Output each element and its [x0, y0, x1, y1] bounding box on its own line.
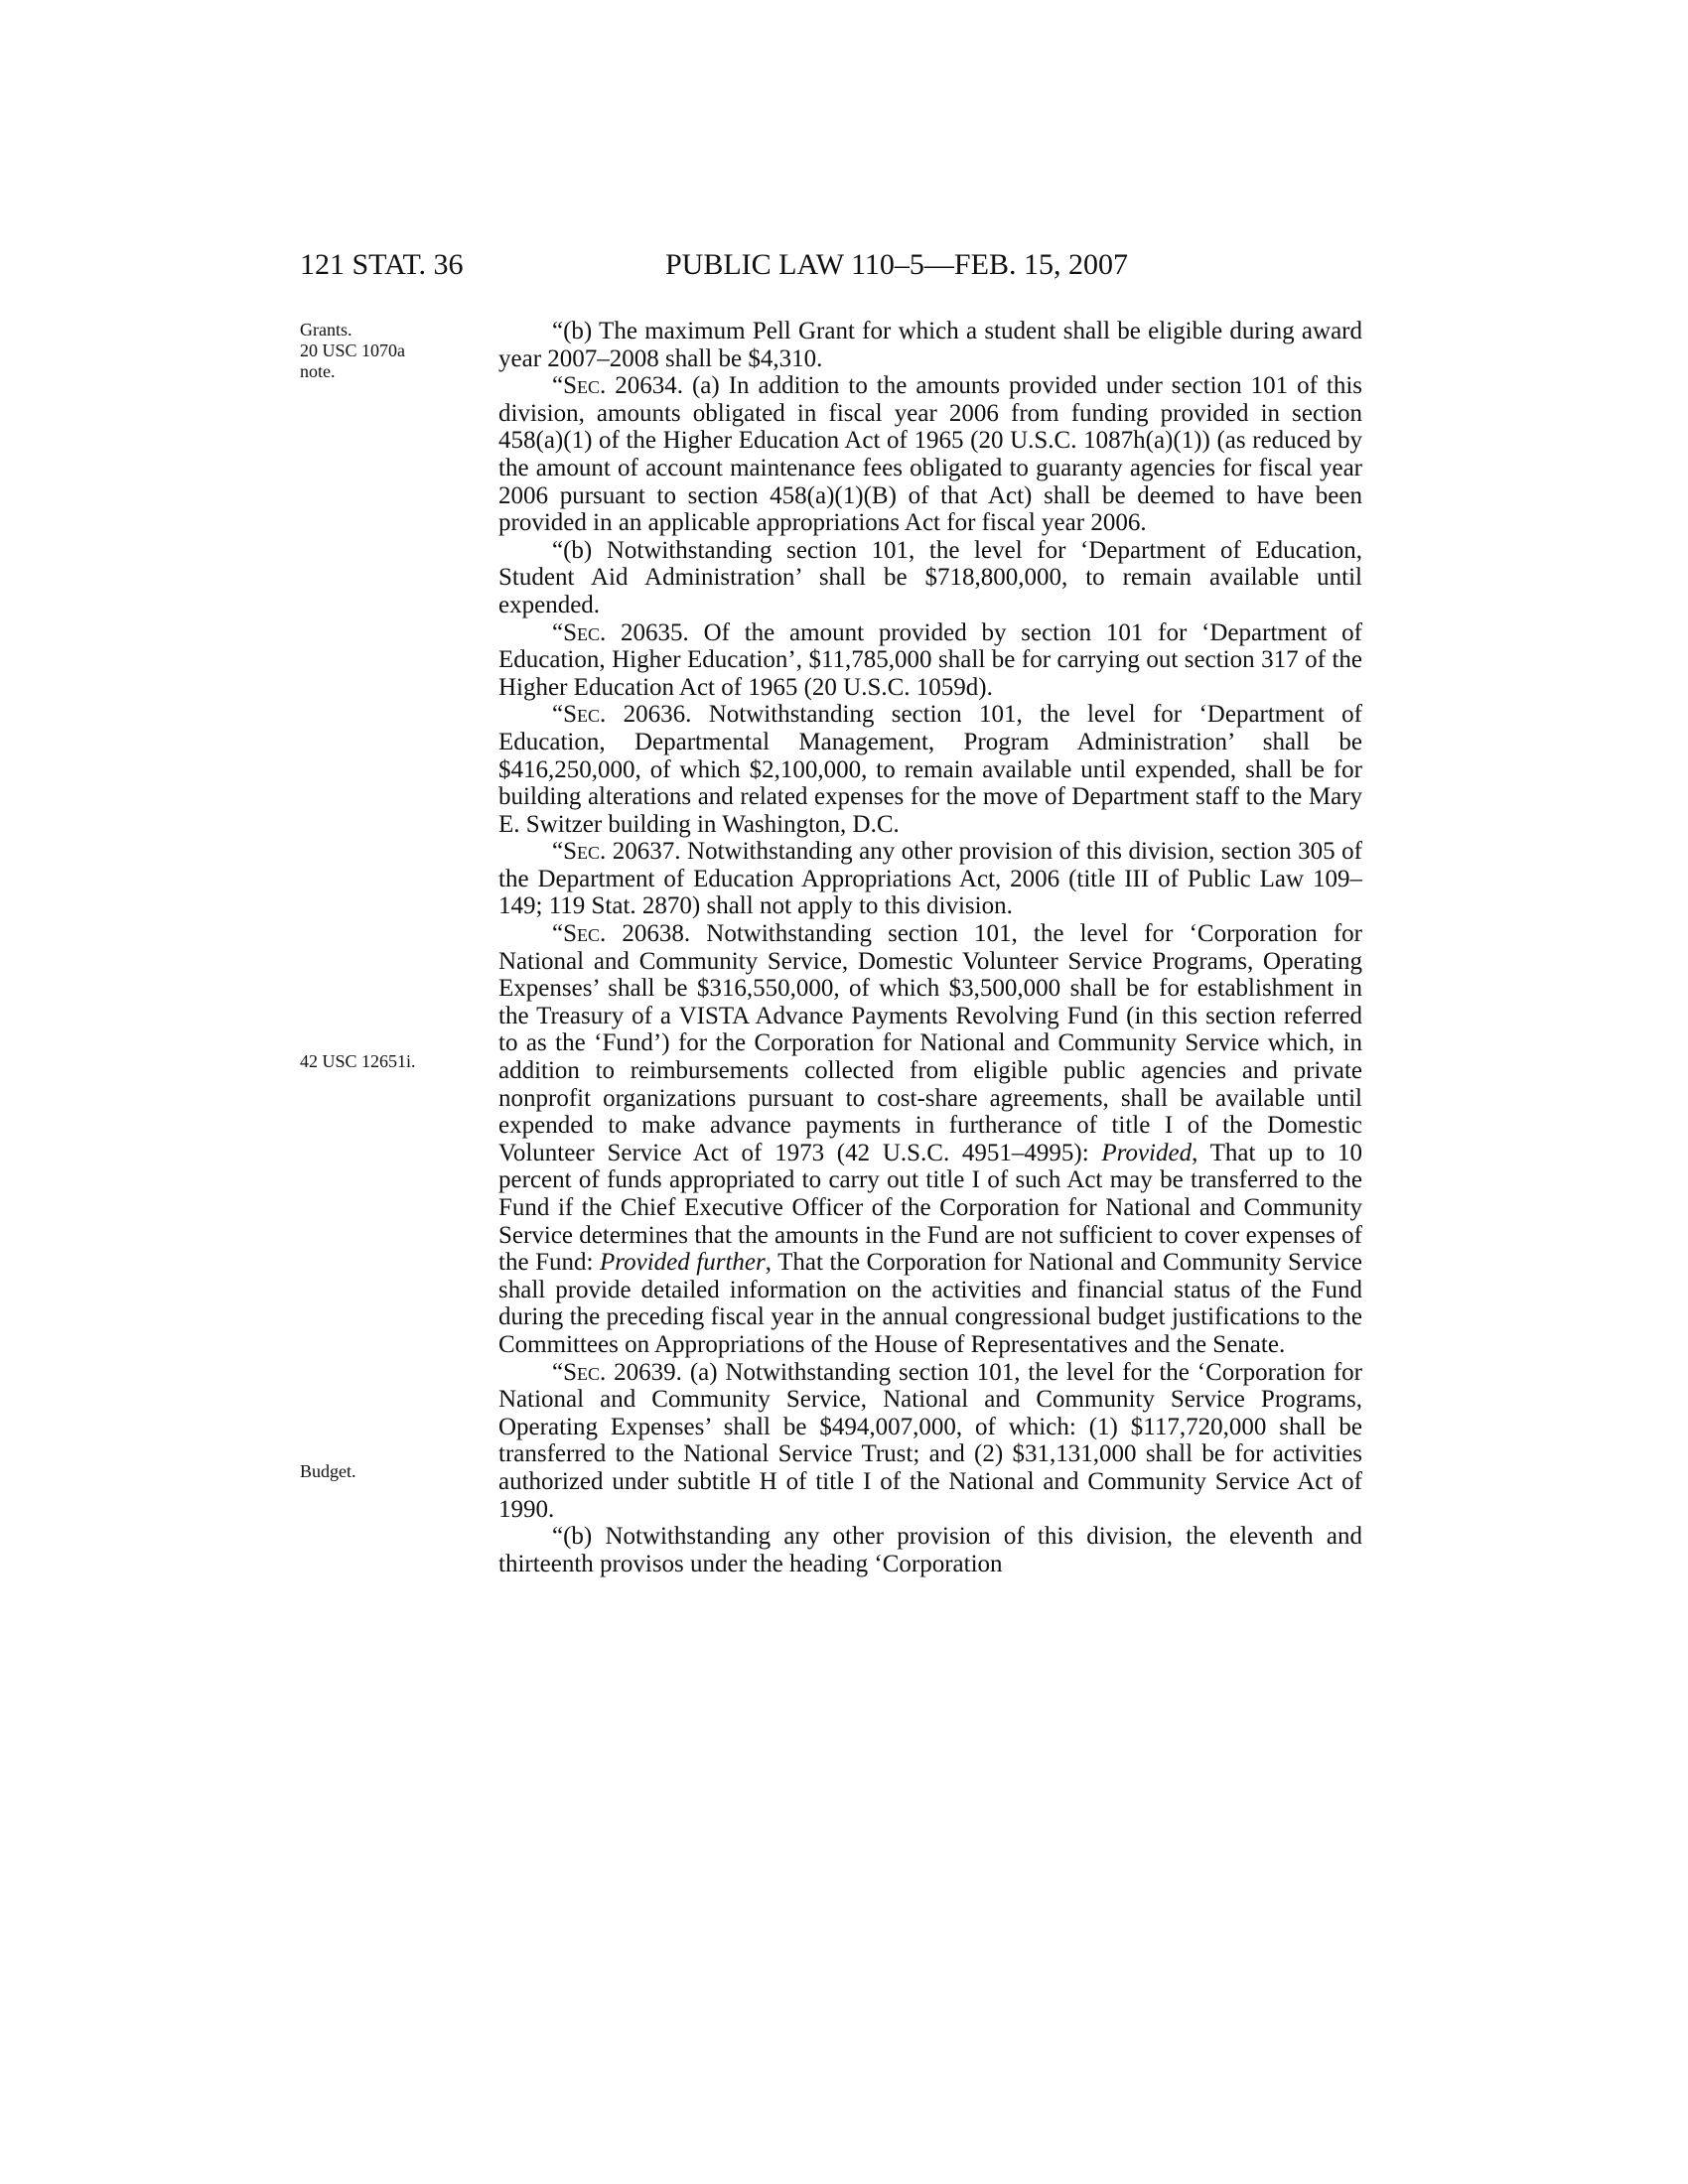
page-header [300, 248, 1362, 288]
paragraph: “(b) The maximum Pell Grant for which a student shall be eligible during award year 2007–2008 shall be $4,310. [498, 318, 1362, 372]
paragraph: “(b) Notwithstanding section 101, the level for ‘Department of Education, Student Aid Administration’ shall be $718,800,000, to remain available until expended. [498, 536, 1362, 618]
paragraph-sec-20636: “Sec. 20636. Notwithstanding section 101, the level for ‘Department of Education, Departmental Management, Program Administration’ shall be $416,250,000, of which $2,100,000, to remain available until expended, shall be for building alterations and related expenses for the move of Department staff to the Mary E. Switzer building in Washington, D.C. [498, 701, 1362, 838]
running-title: PUBLIC LAW 110–5—FEB. 15, 2007 [665, 248, 1128, 281]
paragraph-sec-20639: “Sec. 20639. (a) Notwithstanding section 101, the level for the ‘Corporation for National and Community Service, National and Community Service Programs, Operating Expenses’ shall be $494,007,000, of which: (1) $117,720,000 shall be transferred to the National Service Trust; and (2) $31,131,000 shall be for activities authorized under subtitle H of title I of the National and Community Service Act of 1990. [498, 1358, 1362, 1523]
margin-note-line: Budget. [300, 1461, 356, 1481]
paragraph-sec-20635: “Sec. 20635. Of the amount provided by section 101 for ‘Department of Education, Higher Education’, $11,785,000 shall be for carrying out section 317 of the Higher Education Act of 1965 (20 U.S.C. 1059d). [498, 618, 1362, 701]
margin-note-usc [300, 1051, 449, 1072]
paragraph: “(b) Notwithstanding any other provision of this division, the eleventh and thirteenth provisos under the heading ‘Corporation [498, 1523, 1362, 1577]
paragraph-sec-20637: “Sec. 20637. Notwithstanding any other provision of this division, section 305 of the Department of Education Appropriations Act, 2006 (title III of Public Law 109–149; 119 Stat. 2870) shall not apply to this division. [498, 838, 1362, 920]
statute-page-number: 121 STAT. 36 [300, 248, 464, 281]
margin-note-line: Grants. [300, 320, 352, 340]
margin-note-grants [300, 320, 449, 382]
margin-note-budget [300, 1461, 449, 1482]
paragraph-sec-20634: “Sec. 20634. (a) In addition to the amounts provided under section 101 of this division, amounts obligated in fiscal year 2006 from funding provided in section 458(a)(1) of the Higher Education Act of 1965 (20 U.S.C. 1087h(a)(1)) (as reduced by the amount of account maintenance fees obligated to guaranty agencies for fiscal year 2006 pursuant to section 458(a)(1)(B) of that Act) shall be deemed to have been provided in an applicable appropriations Act for fiscal year 2006. [498, 372, 1362, 537]
margin-note-line: note. [300, 361, 336, 381]
margin-note-line: 42 USC 12651i. [300, 1051, 416, 1071]
paragraph-sec-20638: “Sec. 20638. Notwithstanding section 101, the level for ‘Corporation for National and Community Service, Domestic Volunteer Service Programs, Operating Expenses’ shall be $316,550,000, of which $3,500,000 shall be for establishment in the Treasury of a VISTA Advance Payments Revolving Fund (in this section referred to as the ‘Fund’) for the Corporation for National and Community Service which, in addition to reimbursements collected from eligible public agencies and private nonprofit organizations pursuant to cost-share agreements, shall be available until expended to make advance payments in furtherance of title I of the Domestic Volunteer Service Act of 1973 (42 U.S.C. 4951–4995): Provided, That up to 10 percent of funds appropriated to carry out title I of such Act may be transferred to the Fund if the Chief Executive Officer of the Corporation for National and Community Service determines that the amounts in the Fund are not sufficient to cover expenses of the Fund: Provided further, That the Corporation for National and Community Service shall provide detailed information on the activities and financial status of the Fund during the preceding fiscal year in the annual congressional budget justifications to the Committees on Appropriations of the House of Representatives and the Senate. [498, 920, 1363, 1358]
margin-note-line: 20 USC 1070a [300, 341, 406, 360]
statute-body [498, 318, 1362, 1577]
